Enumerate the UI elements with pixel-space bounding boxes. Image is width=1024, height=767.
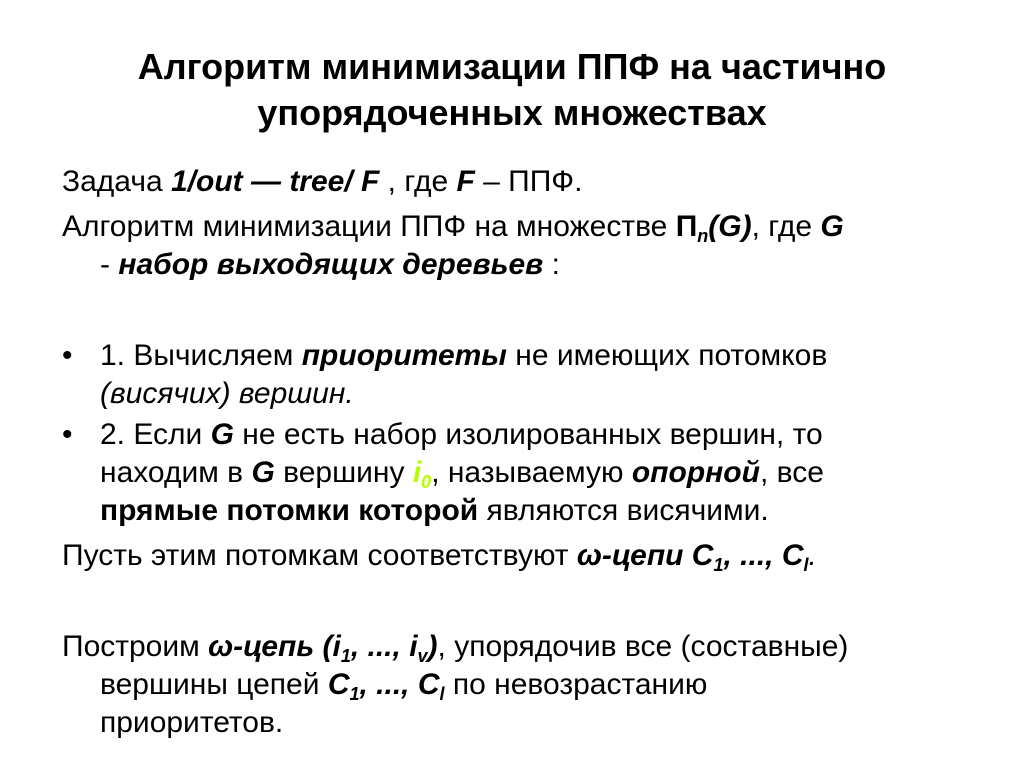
text: , называемую xyxy=(431,456,632,489)
omega-chain-notation: ω-цепи С xyxy=(576,539,714,572)
text: . xyxy=(808,539,817,572)
slide-title xyxy=(0,44,1024,136)
pi-symbol: П xyxy=(675,210,698,243)
text: 2. Если xyxy=(100,418,211,451)
chain-notation: , ..., С xyxy=(359,668,440,701)
text: Построим xyxy=(62,630,209,663)
bold-text: прямые потомки которой xyxy=(100,494,479,527)
text: - xyxy=(100,248,119,281)
italic-text: (висячих) вершин. xyxy=(100,377,354,410)
i0-subscript: 0 xyxy=(421,472,432,492)
title-line-2: упорядоченных множествах xyxy=(257,92,767,133)
chain-notation: С xyxy=(327,668,350,701)
title-line-1: Алгоритм минимизации ППФ на частично xyxy=(137,46,887,87)
task-notation: 1/out — tree/ F xyxy=(170,165,380,198)
text: , где xyxy=(379,165,457,198)
emphasis-text: приоритеты xyxy=(301,339,507,372)
text: вершины цепей xyxy=(100,668,328,701)
subscript: l xyxy=(803,555,809,575)
text: , где xyxy=(751,210,821,243)
text: Пусть этим потомкам соответствуют xyxy=(62,539,577,572)
text: Алгоритм минимизации ППФ на множестве xyxy=(62,210,676,243)
list-item xyxy=(62,416,982,530)
text: вершину xyxy=(274,456,413,489)
emphasis-text: опорной xyxy=(631,456,760,489)
g-symbol: (G) xyxy=(708,210,752,243)
chains-paragraph xyxy=(62,537,982,575)
text: , упорядочив все (составные) xyxy=(437,630,849,663)
text: – ППФ. xyxy=(474,165,583,198)
f-symbol: F xyxy=(456,165,475,198)
g-symbol: G xyxy=(210,418,234,451)
text: по невозрастанию xyxy=(444,668,708,701)
subscript: 1 xyxy=(713,555,724,575)
omega-chain-notation: , ..., i xyxy=(350,630,418,663)
algorithm-paragraph xyxy=(62,208,1020,284)
omega-chain-notation: ) xyxy=(427,630,438,663)
task-paragraph xyxy=(62,163,982,201)
text: приоритетов. xyxy=(100,706,284,739)
g-symbol: G xyxy=(820,210,844,243)
subscript: 1 xyxy=(349,684,360,704)
text: являются висячими. xyxy=(478,494,769,527)
text: : xyxy=(543,248,560,281)
text: 1. Вычисляем xyxy=(100,339,302,372)
subscript: l xyxy=(439,684,445,704)
list-item xyxy=(62,337,982,413)
subscript: 1 xyxy=(340,646,351,666)
bullet-icon: • xyxy=(62,418,73,451)
subscript: v xyxy=(417,646,428,666)
i0-symbol: i xyxy=(412,456,422,489)
bullet-icon: • xyxy=(62,339,73,372)
construction-paragraph xyxy=(62,628,1020,742)
pi-subscript: n xyxy=(697,226,709,246)
text: находим в xyxy=(100,456,252,489)
text: не есть набор изолированных вершин, то xyxy=(233,418,823,451)
omega-chain-notation: ω-цепь (i xyxy=(208,630,341,663)
text: Задача xyxy=(62,165,171,198)
emphasis-text: набор выходящих деревьев xyxy=(118,248,544,281)
omega-chain-notation: , ..., С xyxy=(723,539,804,572)
g-symbol: G xyxy=(251,456,275,489)
text: не имеющих потомков xyxy=(506,339,828,372)
text: , все xyxy=(759,456,824,489)
